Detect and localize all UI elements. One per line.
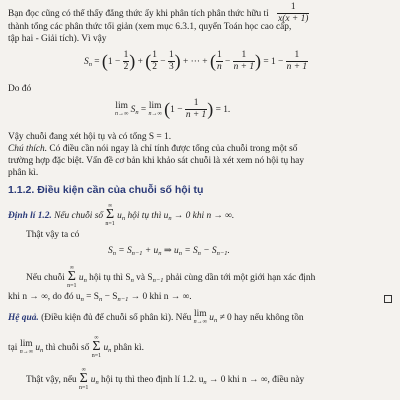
- text: Bạn đọc cũng có thể thấy đẳng thức ấy khi phân tích phân thức hữu tỉ: [8, 8, 269, 19]
- section-heading: 1.1.2. Điều kiện cần của chuỗi số hội tụ: [8, 184, 204, 196]
- paragraph-line: Thật vậy, nếu ∞ Σ n=1 $u_n$ hội tụ thì theo định lí 1.2. $u_n \to 0$ khi n → ∞, điều này: [26, 367, 305, 391]
- equation-proof: $S_n = S_{n-1} + u_n$ ⇒ $u_n = S_n - S_{n-1}$.: [108, 246, 230, 257]
- theorem: Định lí 1.2. Nếu chuỗi số ∞ Σ n=1 $u_n$ hội tụ thì $u_n \to 0$ khi n → ∞.: [8, 203, 235, 227]
- paragraph-line: trường hợp đặc biệt. Vấn đề cơ bản khi khảo sát chuỗi là xét xem nó hội tụ hay: [8, 156, 305, 166]
- paragraph-line: tại lim n→∞ $u_n$ thì chuỗi số ∞ Σ n=1 $u_n$ phân kì.: [8, 335, 144, 359]
- equation-sn: $S_n = (1$ − $\frac{1}{2}$ ) + ( $\frac{1}{2}$ − $\frac{1}{3}$ ) + ··· + ( $\frac{1}{n}$ − $\frac{1}{n + 1}$ ) = 1 − $\frac{1}{n + 1}$: [84, 50, 308, 73]
- paragraph-line: phân kì.: [8, 168, 39, 178]
- paragraph-line: thành tổng các phân thức tối giản (xem mục 6.3.1, quyển Toán học cao cấp,: [8, 22, 292, 32]
- paragraph-line: Thật vậy ta có: [26, 230, 80, 240]
- paragraph-line: Chú thích. Có điều cần nói ngay là chỉ tính được tổng của chuỗi trong một số: [8, 144, 298, 154]
- paragraph-line: tập hai - Giải tích). Vì vậy: [8, 34, 107, 44]
- paragraph-line: Nếu chuỗi ∞ Σ n=1 $u_n$ hội tụ thì $S_n$ và $S_{n-1}$ phải cùng dần tới một giới hạn xác định: [26, 265, 316, 289]
- paragraph-line: Do đó: [8, 84, 32, 94]
- qed-square-icon: [384, 295, 392, 303]
- corollary: Hệ quả. (Điều kiện đủ để chuỗi số phân kì). Nếu lim n→∞ $u_n \ne 0$ hay nếu không tồn: [8, 309, 304, 326]
- paragraph-line: Vậy chuỗi đang xét hội tụ và có tổng S = 1.: [8, 132, 172, 142]
- equation-limit: lim n→∞ $S_n = \lim$ n→∞ (1 − $\frac{1}{n + 1}$ ) = 1.: [115, 98, 231, 121]
- fraction: $\frac{1}{x(x + 1)}$: [278, 2, 309, 25]
- paragraph-line: khi n → ∞, do đó $u_n = S_n - S_{n-1} \to 0$ khi n → ∞.: [8, 292, 192, 303]
